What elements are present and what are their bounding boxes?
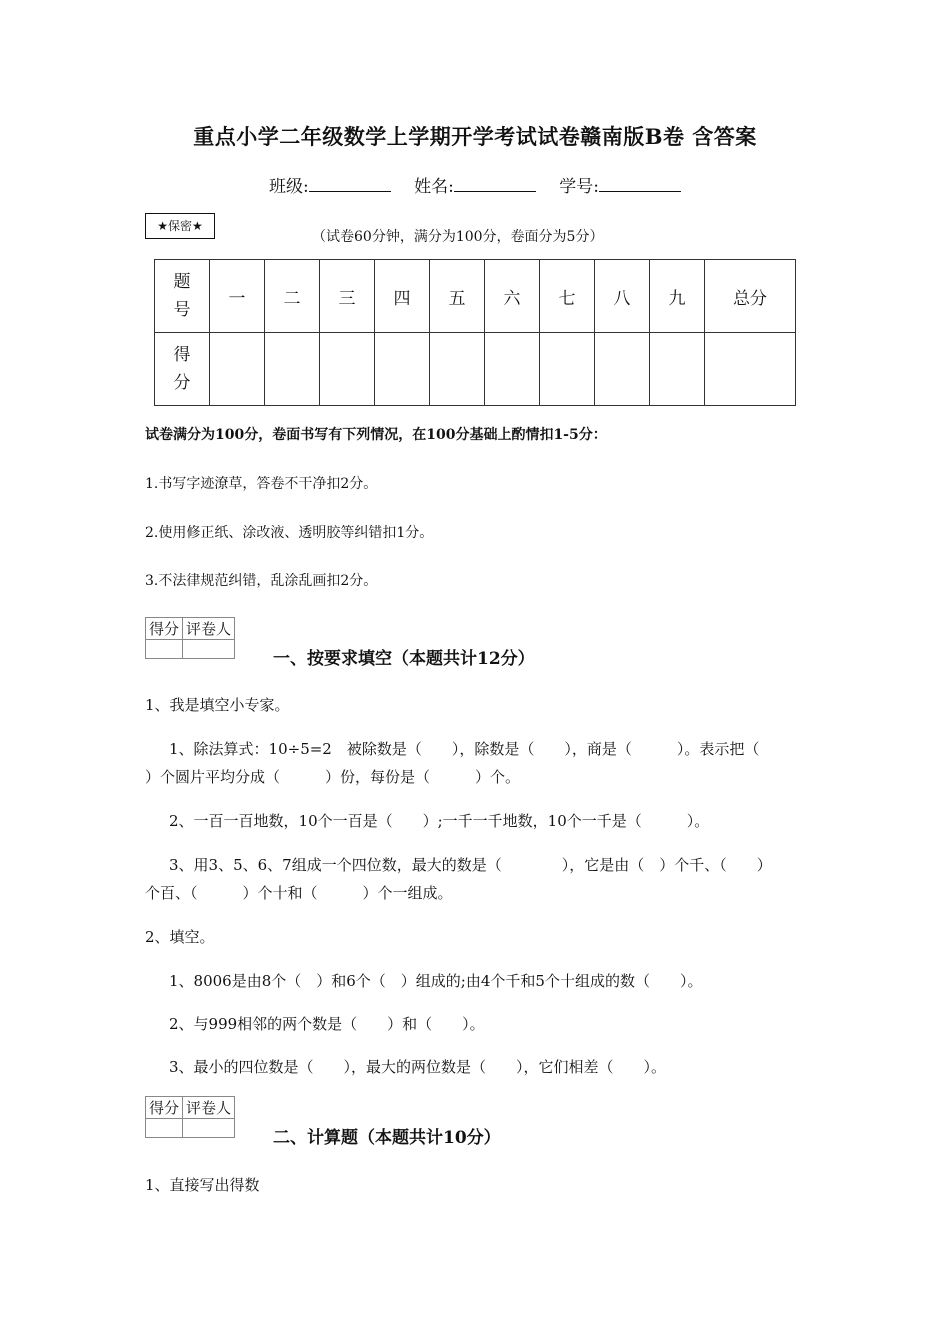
score-cell[interactable] bbox=[320, 333, 375, 406]
col-8: 八 bbox=[595, 260, 650, 333]
col-5: 五 bbox=[430, 260, 485, 333]
question-1-1a: 1、除法算式：10÷5=2 被除数是（ ），除数是（ ），商是（ ）。表示把（ bbox=[169, 740, 760, 758]
score-cell[interactable] bbox=[485, 333, 540, 406]
score-cell[interactable] bbox=[375, 333, 430, 406]
col-4: 四 bbox=[375, 260, 430, 333]
grader-reviewer-cell[interactable] bbox=[183, 1119, 235, 1138]
score-cell-total[interactable] bbox=[705, 333, 796, 406]
id-blank[interactable] bbox=[599, 175, 681, 192]
grader-reviewer-label: 评卷人 bbox=[183, 1097, 235, 1119]
rule-item: 1.书写字迹潦草，答卷不干净扣2分。 bbox=[145, 476, 378, 492]
col-9: 九 bbox=[650, 260, 705, 333]
score-cell[interactable] bbox=[595, 333, 650, 406]
class-blank[interactable] bbox=[309, 175, 391, 192]
score-cell[interactable] bbox=[265, 333, 320, 406]
question-2-3: 3、最小的四位数是（ ），最大的两位数是（ ），它们相差（ ）。 bbox=[169, 1058, 667, 1076]
question-2-2: 2、与999相邻的两个数是（ ）和（ ）。 bbox=[169, 1015, 485, 1033]
grader-box bbox=[145, 617, 235, 659]
id-label: 学号: bbox=[559, 177, 599, 197]
section-2-title: 二、计算题（本题共计10分） bbox=[273, 1128, 501, 1148]
question-2-calc-1: 1、直接写出得数 bbox=[145, 1176, 260, 1194]
col-7: 七 bbox=[540, 260, 595, 333]
col-2: 二 bbox=[265, 260, 320, 333]
col-1: 一 bbox=[210, 260, 265, 333]
id-field bbox=[559, 172, 681, 197]
grader-score-cell[interactable] bbox=[146, 1119, 183, 1138]
score-cell[interactable] bbox=[650, 333, 705, 406]
score-cell[interactable] bbox=[430, 333, 485, 406]
student-info-line bbox=[0, 172, 950, 197]
name-blank[interactable] bbox=[454, 175, 536, 192]
page-title: 重点小学二年级数学上学期开学考试试卷赣南版B卷 含答案 bbox=[193, 124, 757, 149]
col-total: 总分 bbox=[705, 260, 796, 333]
rule-item: 3.不法律规范纠错，乱涂乱画扣2分。 bbox=[145, 573, 378, 589]
score-header: 得 分 bbox=[155, 333, 210, 406]
question-1: 1、我是填空小专家。 bbox=[145, 696, 290, 714]
exam-note: （试卷60分钟，满分为100分，卷面分为5分） bbox=[312, 229, 604, 245]
rules-heading: 试卷满分为100分，卷面书写有下列情况，在100分基础上酌情扣1-5分： bbox=[145, 427, 607, 443]
grader-score-label: 得分 bbox=[146, 618, 183, 640]
score-table bbox=[154, 259, 796, 406]
question-number-header: 题 号 bbox=[155, 260, 210, 333]
grader-score-label: 得分 bbox=[146, 1097, 183, 1119]
name-label: 姓名: bbox=[414, 177, 454, 197]
confidential-badge: ★保密★ bbox=[145, 213, 215, 239]
question-1-2: 2、一百一百地数，10个一百是（ ）;一千一千地数，10个一千是（ ）。 bbox=[169, 812, 710, 830]
name-field bbox=[414, 172, 536, 197]
question-2-1: 1、8006是由8个（ ）和6个（ ）组成的;由4个千和5个十组成的数（ ）。 bbox=[169, 972, 703, 990]
grader-reviewer-label: 评卷人 bbox=[183, 618, 235, 640]
grader-box bbox=[145, 1096, 235, 1138]
score-table-header-row bbox=[155, 260, 796, 333]
grader-score-cell[interactable] bbox=[146, 640, 183, 659]
class-field bbox=[269, 172, 391, 197]
class-label: 班级: bbox=[268, 177, 309, 197]
grader-reviewer-cell[interactable] bbox=[183, 640, 235, 659]
rule-item: 2.使用修正纸、涂改液、透明胶等纠错扣1分。 bbox=[145, 525, 434, 541]
question-1-1b: ）个圆片平均分成（ ）份，每份是（ ）个。 bbox=[145, 768, 521, 786]
score-table-score-row bbox=[155, 333, 796, 406]
question-2: 2、填空。 bbox=[145, 928, 215, 946]
question-1-3a: 3、用3、5、6、7组成一个四位数，最大的数是（ ），它是由（ ）个千、（ ） bbox=[169, 856, 772, 874]
score-cell[interactable] bbox=[210, 333, 265, 406]
col-3: 三 bbox=[320, 260, 375, 333]
score-cell[interactable] bbox=[540, 333, 595, 406]
question-1-3b: 个百、（ ）个十和（ ）个一组成。 bbox=[145, 884, 453, 902]
col-6: 六 bbox=[485, 260, 540, 333]
section-1-title: 一、按要求填空（本题共计12分） bbox=[273, 649, 535, 669]
